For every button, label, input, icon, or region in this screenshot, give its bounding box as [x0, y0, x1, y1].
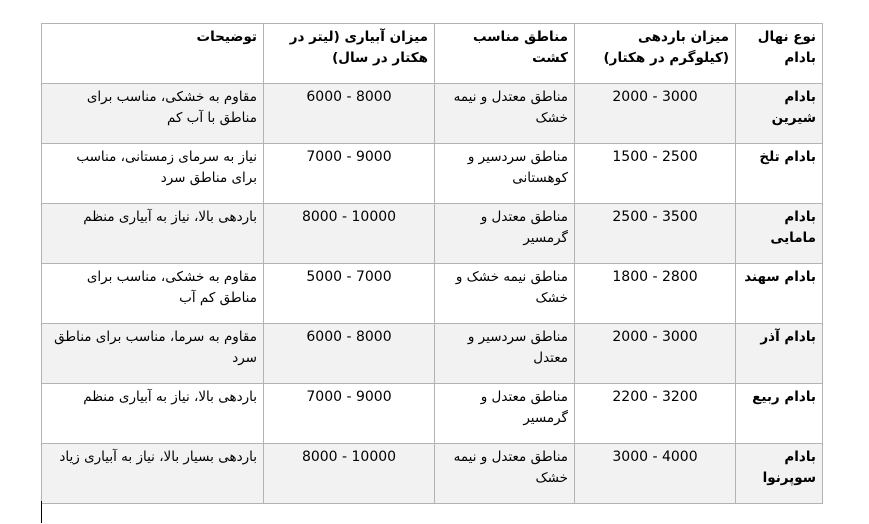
table-row: [42, 204, 823, 264]
description-cell: نیاز به سرمای زمستانی، مناسب برای مناطق سرد: [42, 144, 264, 204]
variety-cell: بادام مامایی: [736, 204, 823, 264]
description-cell: باردهی بالا، نیاز به آبیاری منظم: [42, 204, 264, 264]
almond-varieties-table: [41, 23, 823, 504]
description-cell: باردهی بسیار بالا، نیاز به آبیاری زیاد: [42, 444, 264, 504]
region-cell: مناطق معتدل و نیمه خشک: [435, 84, 575, 144]
irrigation-cell: 6000 - 8000: [264, 84, 435, 144]
yield-cell: 2200 - 3200: [575, 384, 736, 444]
table-row: [42, 384, 823, 444]
region-cell: مناطق سردسیر و کوهستانی: [435, 144, 575, 204]
description-cell: مقاوم به خشکی، مناسب برای مناطق با آب کم: [42, 84, 264, 144]
variety-cell: بادام سهند: [736, 264, 823, 324]
yield-cell: 2000 - 3000: [575, 84, 736, 144]
table-header: [42, 24, 823, 84]
table-row: [42, 444, 823, 504]
variety-cell: بادام ربیع: [736, 384, 823, 444]
description-cell: مقاوم به خشکی، مناسب برای مناطق کم آب: [42, 264, 264, 324]
region-cell: مناطق سردسیر و معتدل: [435, 324, 575, 384]
header-region: مناطق مناسب کشت: [435, 24, 575, 84]
text-cursor: [41, 501, 42, 523]
variety-cell: بادام آذر: [736, 324, 823, 384]
table-row: [42, 264, 823, 324]
yield-cell: 2000 - 3000: [575, 324, 736, 384]
header-yield: میزان باردهی (کیلوگرم در هکتار): [575, 24, 736, 84]
variety-cell: بادام شیرین: [736, 84, 823, 144]
yield-cell: 2500 - 3500: [575, 204, 736, 264]
table-body: [42, 84, 823, 504]
header-row: [42, 24, 823, 84]
region-cell: مناطق نیمه خشک و خشک: [435, 264, 575, 324]
region-cell: مناطق معتدل و گرمسیر: [435, 384, 575, 444]
irrigation-cell: 7000 - 9000: [264, 384, 435, 444]
yield-cell: 1500 - 2500: [575, 144, 736, 204]
variety-cell: بادام سوپرنوا: [736, 444, 823, 504]
description-cell: مقاوم به سرما، مناسب برای مناطق سرد: [42, 324, 264, 384]
variety-cell: بادام تلخ: [736, 144, 823, 204]
irrigation-cell: 8000 - 10000: [264, 204, 435, 264]
yield-cell: 3000 - 4000: [575, 444, 736, 504]
table-row: [42, 84, 823, 144]
irrigation-cell: 7000 - 9000: [264, 144, 435, 204]
yield-cell: 1800 - 2800: [575, 264, 736, 324]
irrigation-cell: 8000 - 10000: [264, 444, 435, 504]
header-irrigation: میزان آبیاری (لیتر در هکتار در سال): [264, 24, 435, 84]
table-row: [42, 144, 823, 204]
table-row: [42, 324, 823, 384]
description-cell: باردهی بالا، نیاز به آبیاری منظم: [42, 384, 264, 444]
region-cell: مناطق معتدل و گرمسیر: [435, 204, 575, 264]
irrigation-cell: 5000 - 7000: [264, 264, 435, 324]
region-cell: مناطق معتدل و نیمه خشک: [435, 444, 575, 504]
header-variety: نوع نهال بادام: [736, 24, 823, 84]
irrigation-cell: 6000 - 8000: [264, 324, 435, 384]
header-description: توضیحات: [42, 24, 264, 84]
